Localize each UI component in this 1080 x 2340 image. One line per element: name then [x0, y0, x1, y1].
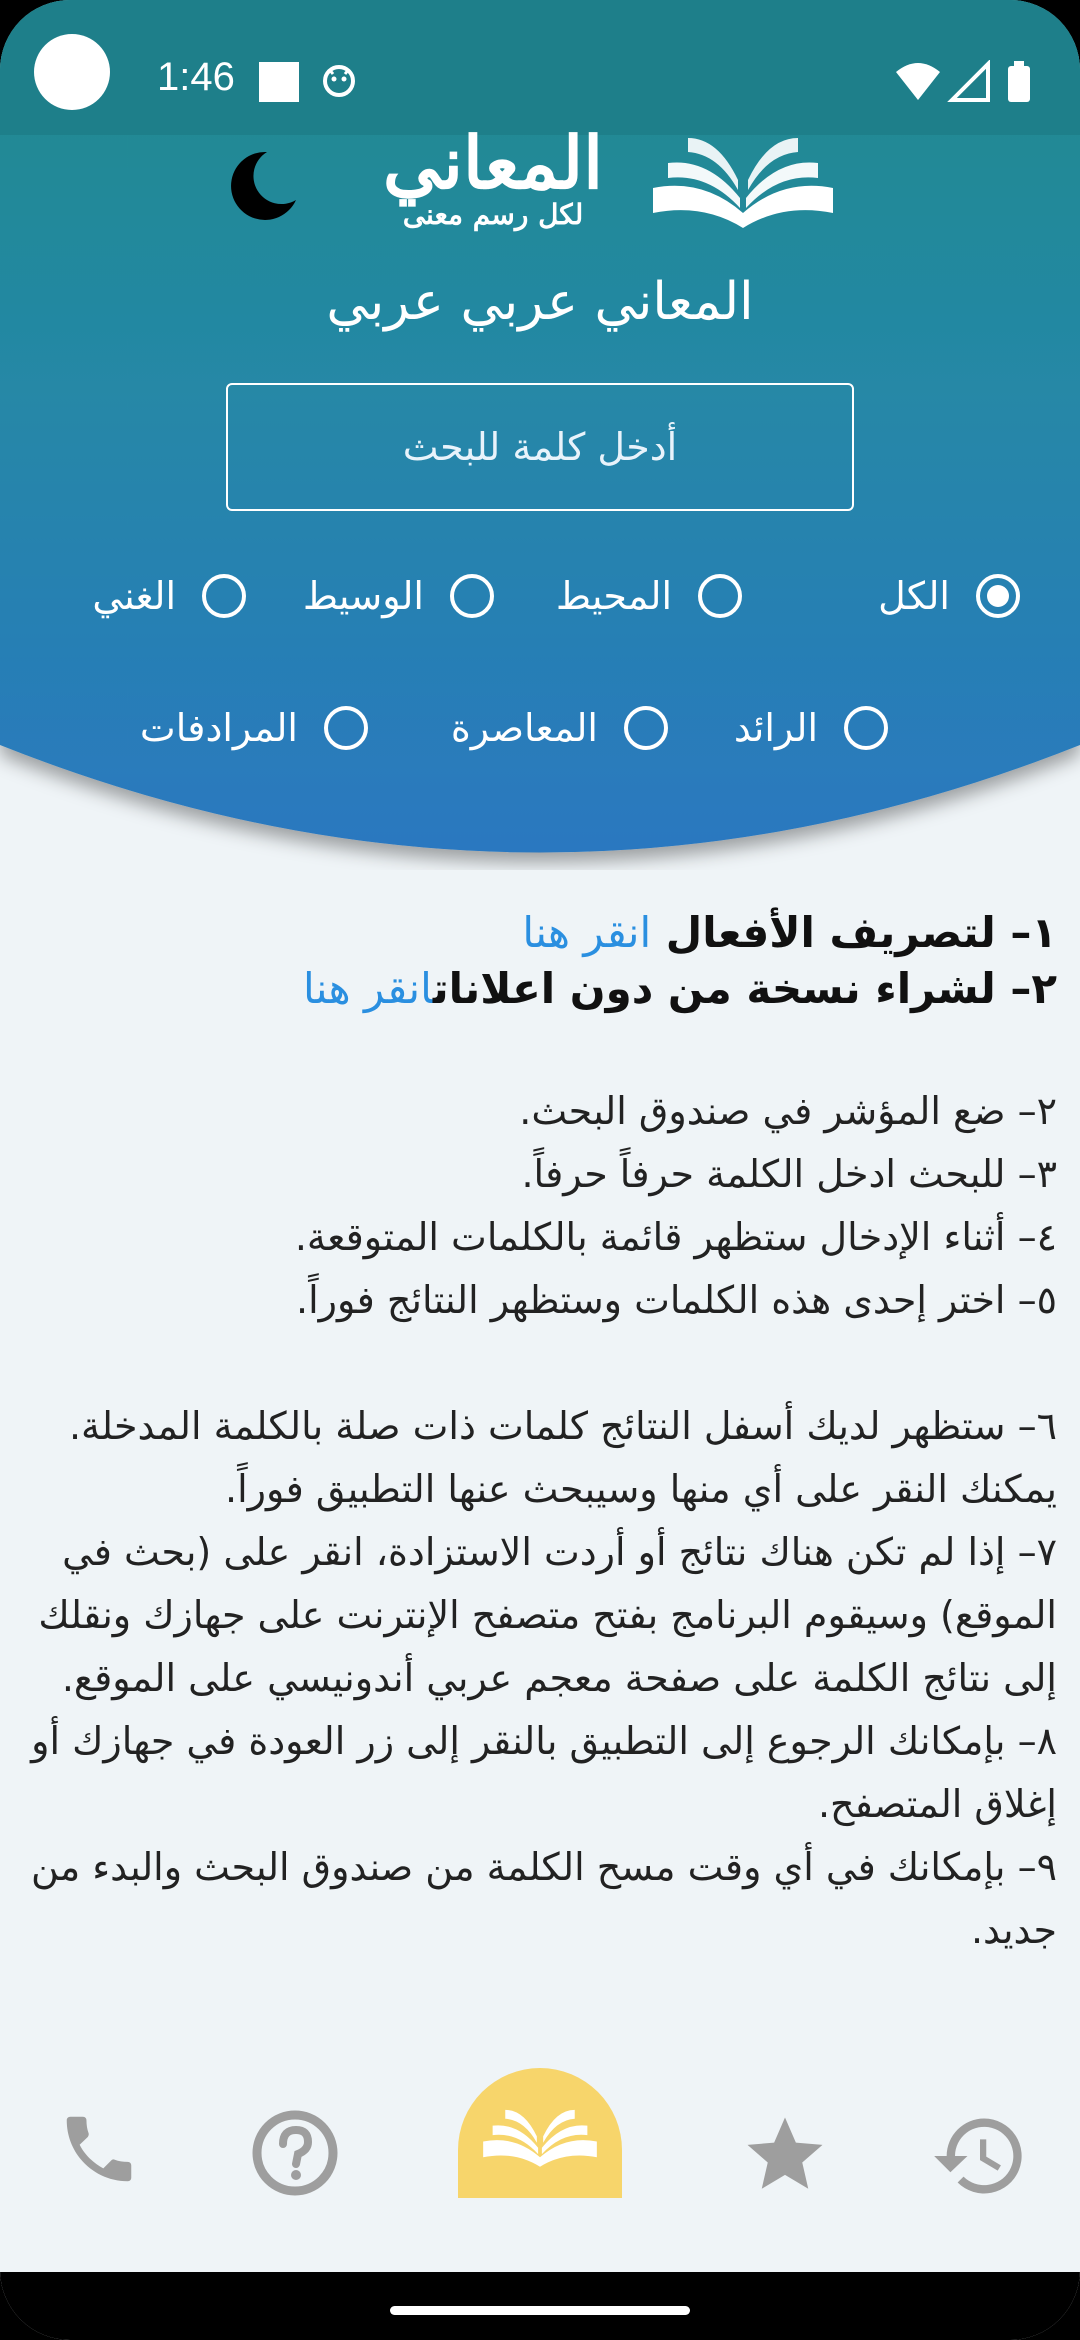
- book-logo-icon: [648, 118, 838, 228]
- purchase-link-row: [22, 961, 1057, 1017]
- home-button[interactable]: [458, 2068, 622, 2198]
- status-time: 1:46: [157, 55, 235, 99]
- radio-circle[interactable]: [844, 706, 888, 750]
- help-icon[interactable]: [250, 2108, 340, 2198]
- wifi-icon: [896, 63, 940, 100]
- instruction-item: ٤– أثناء الإدخال ستظهر قائمة بالكلمات المتوقعة.: [294, 1215, 1057, 1259]
- camera-cutout: [34, 34, 110, 110]
- logo-tagline: لكل رسم معنى: [402, 198, 584, 231]
- radio-label: الغني: [92, 574, 176, 618]
- dark-mode-moon-icon[interactable]: [222, 150, 298, 220]
- purchase-link[interactable]: انقر هنا: [303, 964, 433, 1013]
- link-row-text: ١– لتصريف الأفعال: [665, 908, 1057, 957]
- radio-label: المرادفات: [139, 706, 298, 750]
- radio-label: الكل: [878, 574, 950, 618]
- radio-label: المحيط: [555, 574, 672, 618]
- radio-dict-all[interactable]: [878, 566, 1020, 626]
- app-logo: [358, 118, 838, 243]
- notification-face-icon: [321, 62, 357, 98]
- radio-dict-muheet[interactable]: [556, 566, 742, 626]
- instructions-content: [22, 905, 1057, 2037]
- book-home-icon: [480, 2092, 600, 2172]
- instruction-item: ٩– بإمكانك في أي وقت مسح الكلمة من صندوق البحث والبدء من جديد.: [30, 1845, 1057, 1952]
- instruction-item: ٣– للبحث ادخل الكلمة حرفاً حرفاً.: [521, 1152, 1057, 1196]
- radio-circle[interactable]: [450, 574, 494, 618]
- system-status-icons: [896, 60, 1046, 104]
- radio-dict-waseet[interactable]: [303, 566, 494, 626]
- history-icon[interactable]: [930, 2106, 1030, 2206]
- radio-dict-raed[interactable]: [734, 698, 888, 758]
- radio-label: المعاصرة: [450, 706, 598, 750]
- radio-label: الوسيط: [302, 574, 424, 618]
- notification-square-icon: [259, 62, 299, 102]
- home-gesture-pill[interactable]: [390, 2306, 690, 2315]
- star-icon[interactable]: [740, 2110, 830, 2200]
- radio-dict-synonyms[interactable]: [140, 698, 368, 758]
- radio-label: الرائد: [733, 706, 818, 750]
- radio-circle[interactable]: [698, 574, 742, 618]
- instruction-item: ٨– بإمكانك الرجوع إلى التطبيق بالنقر إلى زر العودة في جهازك أو إغلاق المتصفح.: [31, 1719, 1057, 1826]
- radio-dict-ghani[interactable]: [92, 566, 246, 626]
- signal-icon: [952, 64, 988, 100]
- radio-circle[interactable]: [202, 574, 246, 618]
- radio-circle[interactable]: [976, 574, 1020, 618]
- instruction-item: ٢– ضع المؤشر في صندوق البحث.: [519, 1089, 1057, 1133]
- instruction-item: ٧– إذا لم تكن هناك نتائج أو أردت الاستزادة، انقر على (بحث في الموقع) وسيقوم البرنامج بفتح متصفح الإنترنت على جهازك ونقلك إلى نتائج الكلمة على صفحة معجم عربي أندونيسي على الموقع.: [38, 1530, 1057, 1700]
- conjugation-link[interactable]: انقر هنا: [522, 908, 652, 957]
- search-input[interactable]: أدخل كلمة للبحث: [226, 383, 854, 511]
- instruction-item: ٥– اختر إحدى هذه الكلمات وستظهر النتائج فوراً.: [296, 1278, 1057, 1322]
- phone-icon[interactable]: [56, 2106, 142, 2192]
- radio-circle[interactable]: [324, 706, 368, 750]
- conjugation-link-row: [22, 905, 1057, 961]
- radio-circle[interactable]: [624, 706, 668, 750]
- radio-dict-muasira[interactable]: [451, 698, 668, 758]
- link-row-text: ٢– لشراء نسخة من دون اعلانات: [432, 964, 1057, 1013]
- battery-icon: [1008, 66, 1030, 102]
- page-title: المعاني عربي عربي: [326, 272, 754, 332]
- instruction-item: ٦– ستظهر لديك أسفل النتائج كلمات ذات صلة بالكلمة المدخلة. يمكنك النقر على أي منها وسيبحث عنها التطبيق فوراً.: [68, 1404, 1057, 1511]
- logo-text: المعاني: [382, 120, 604, 205]
- bottom-navigation: [0, 2040, 1080, 2272]
- header: [0, 0, 1080, 870]
